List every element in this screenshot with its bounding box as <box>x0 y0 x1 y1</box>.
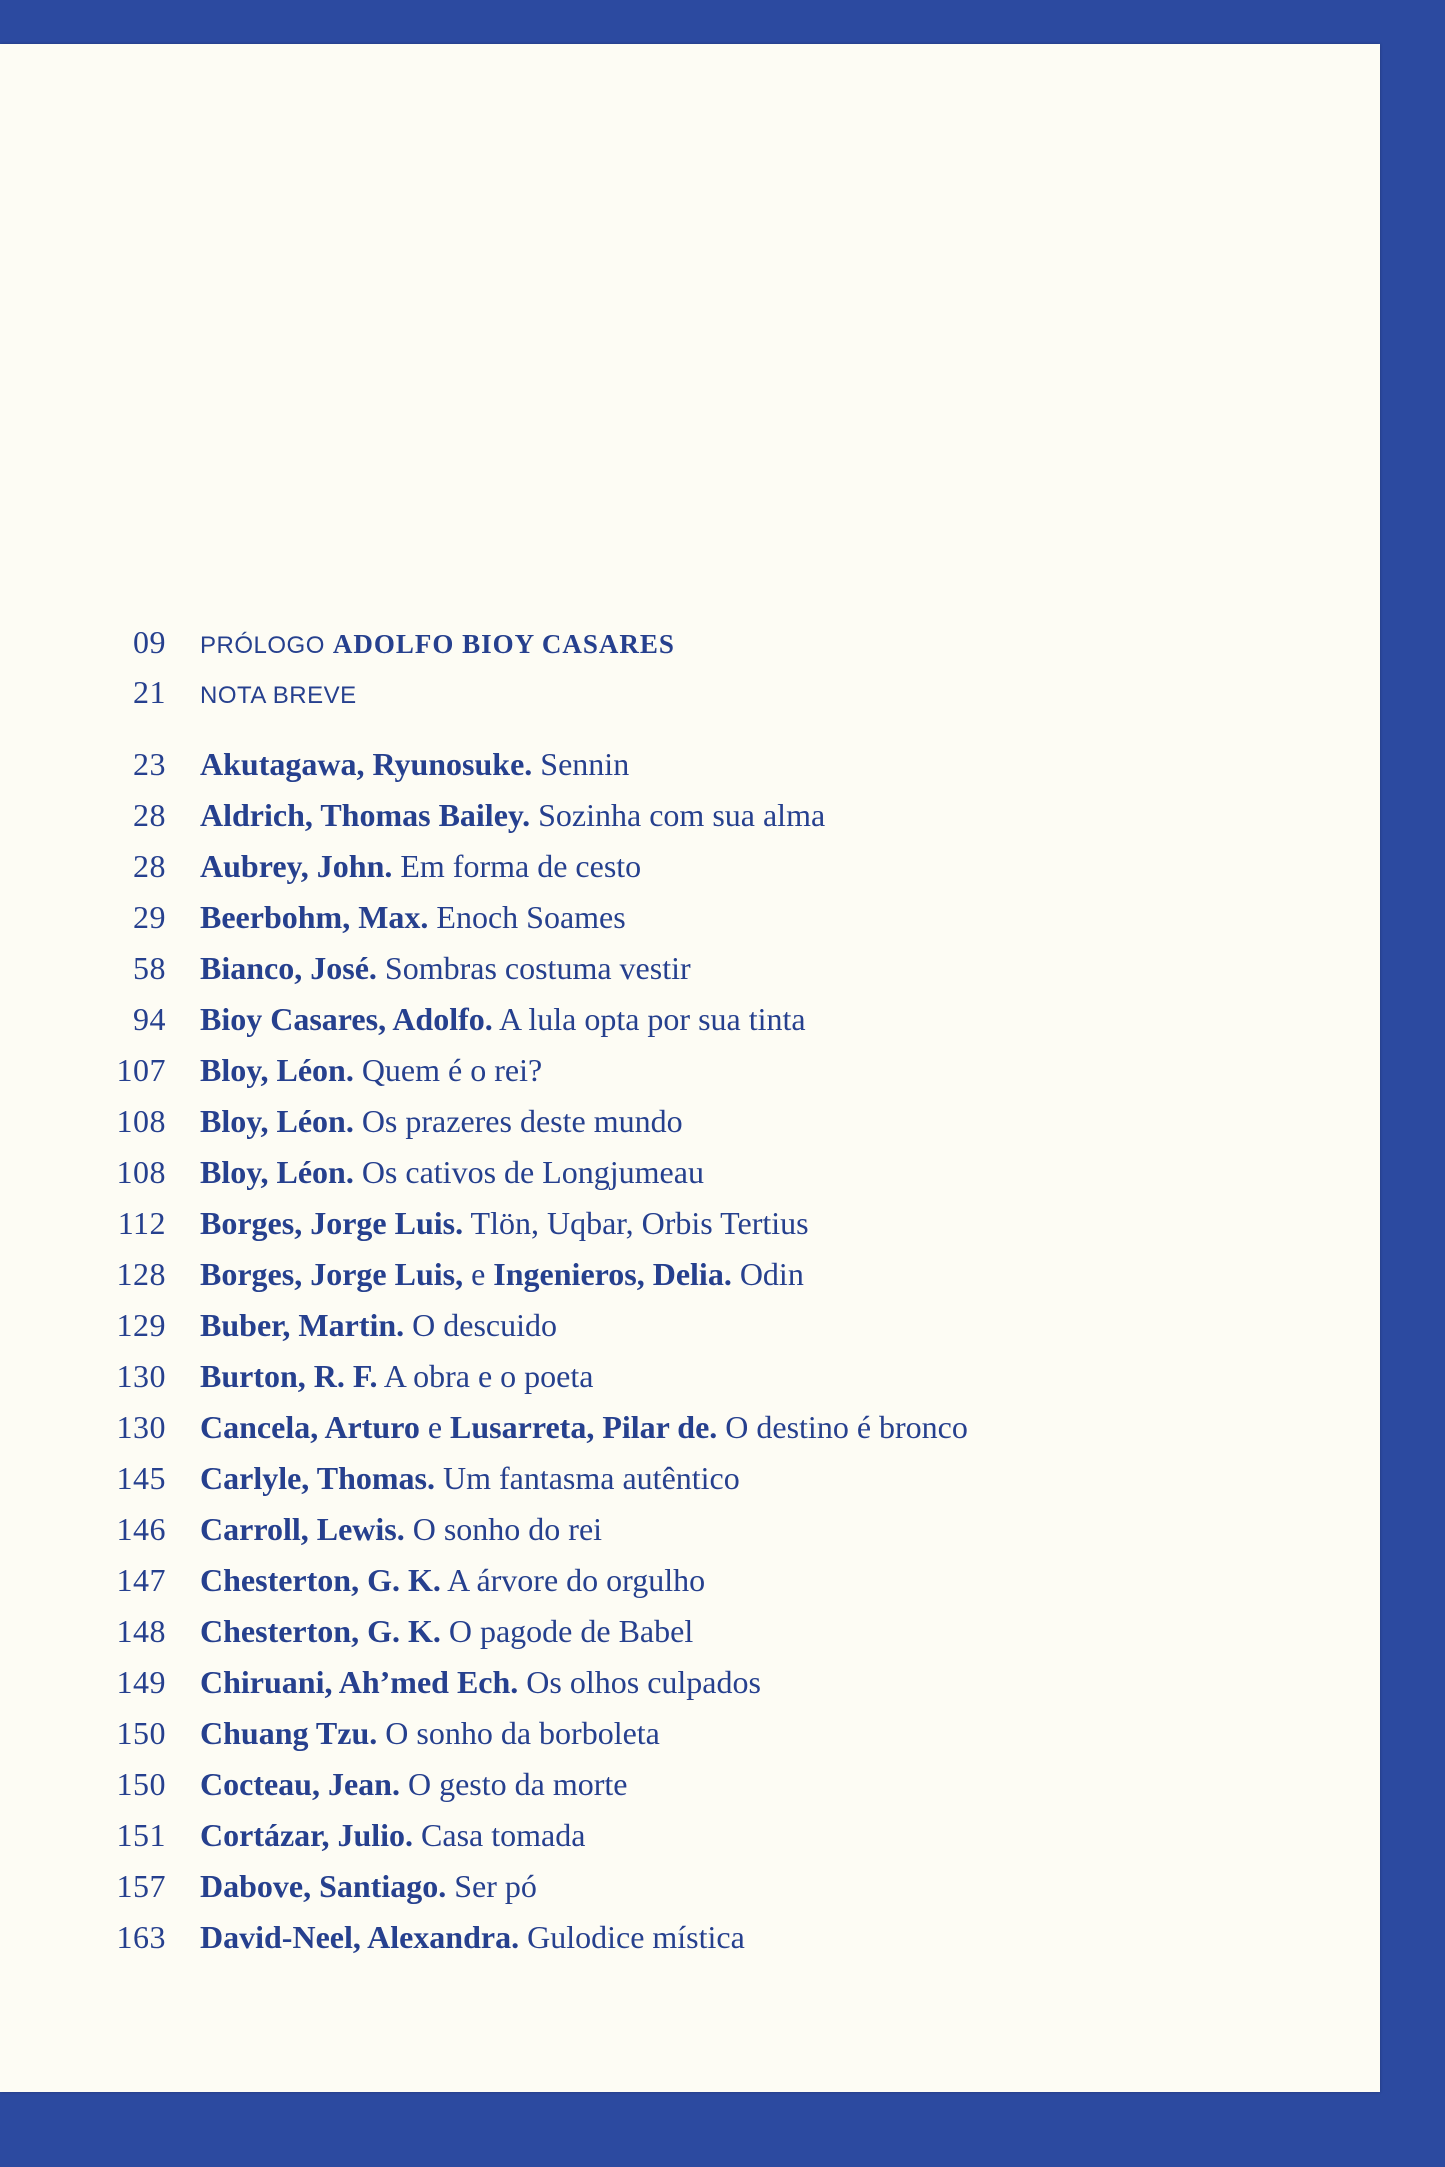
toc-front-row-note <box>0 668 1380 716</box>
story-title: O descuido <box>412 1306 558 1343</box>
toc-row <box>0 740 1380 788</box>
author-name: Beerbohm, Max. <box>200 898 429 935</box>
toc-row <box>0 791 1380 839</box>
story-title: O sonho da borboleta <box>385 1714 660 1751</box>
author-name: Akutagawa, Ryunosuke. <box>200 745 533 782</box>
page-number: 23 <box>133 745 166 782</box>
toc-row <box>0 1148 1380 1196</box>
story-title: Odin <box>739 1255 804 1292</box>
story-title: Tlön, Uqbar, Orbis Tertius <box>470 1204 809 1241</box>
page-number: 112 <box>117 1204 166 1241</box>
story-title: Em forma de cesto <box>400 847 642 884</box>
story-title: Enoch Soames <box>436 898 626 935</box>
page-number: 108 <box>116 1102 166 1139</box>
author-name: Bianco, José. <box>200 949 377 986</box>
page-number: 150 <box>116 1714 166 1751</box>
toc-row <box>0 1760 1380 1808</box>
toc-row <box>0 1454 1380 1502</box>
toc-row <box>0 1352 1380 1400</box>
story-title: Ser pó <box>454 1867 537 1904</box>
toc-row <box>0 893 1380 941</box>
page-number: 163 <box>116 1918 166 1955</box>
toc-row <box>0 1505 1380 1553</box>
author-name: Aldrich, Thomas Bailey. <box>200 796 531 833</box>
author-name: Bloy, Léon. <box>200 1153 354 1190</box>
toc-row <box>0 1403 1380 1451</box>
author-name: David-Neel, Alexandra. <box>200 1918 520 1955</box>
story-title: O pagode de Babel <box>448 1612 694 1649</box>
story-title: A obra e o poeta <box>383 1357 594 1394</box>
story-title: O destino é bronco <box>725 1408 968 1445</box>
story-title: Sozinha com sua alma <box>538 796 826 833</box>
story-title: Os cativos de Longjumeau <box>361 1153 704 1190</box>
page-number: 157 <box>116 1867 166 1904</box>
author-name: Cortázar, Julio. <box>200 1816 414 1853</box>
author-name: Carlyle, Thomas. <box>200 1459 435 1496</box>
page-number: 28 <box>133 796 166 833</box>
author-name: Bioy Casares, Adolfo. <box>200 1000 493 1037</box>
connector: e <box>471 1255 486 1292</box>
story-title: Sennin <box>540 745 630 782</box>
toc-row <box>0 1250 1380 1298</box>
toc-row <box>0 1097 1380 1145</box>
section-label: NOTA BREVE <box>200 681 357 709</box>
story-title: Quem é o rei? <box>361 1051 543 1088</box>
author-name: Bloy, Léon. <box>200 1051 354 1088</box>
toc-row <box>0 1811 1380 1859</box>
section-label: PRÓLOGO <box>200 631 325 659</box>
toc-row <box>0 1658 1380 1706</box>
author-name: Cocteau, Jean. <box>200 1765 400 1802</box>
page-number: 107 <box>116 1051 166 1088</box>
second-author-name: Ingenieros, Delia. <box>493 1255 732 1292</box>
book-page <box>0 44 1380 2092</box>
page-number: 28 <box>133 847 166 884</box>
page-number: 09 <box>133 623 166 660</box>
second-author-name: Lusarreta, Pilar de. <box>450 1408 718 1445</box>
author-name: Dabove, Santiago. <box>200 1867 447 1904</box>
toc-row <box>0 1556 1380 1604</box>
page-number: 128 <box>116 1255 166 1292</box>
toc-row <box>0 1046 1380 1094</box>
page-number: 149 <box>116 1663 166 1700</box>
page-number: 58 <box>133 949 166 986</box>
toc-row <box>0 1199 1380 1247</box>
author-name: Burton, R. F. <box>200 1357 378 1394</box>
page-number: 21 <box>133 673 166 710</box>
author-name: Chuang Tzu. <box>200 1714 378 1751</box>
story-title: O sonho do rei <box>412 1510 603 1547</box>
page-number: 148 <box>116 1612 166 1649</box>
page-number: 145 <box>116 1459 166 1496</box>
author-name: Chesterton, G. K. <box>200 1561 441 1598</box>
page-number: 147 <box>116 1561 166 1598</box>
author-name: Carroll, Lewis. <box>200 1510 405 1547</box>
page-number: 108 <box>116 1153 166 1190</box>
page-number: 29 <box>133 898 166 935</box>
page-number: 150 <box>116 1765 166 1802</box>
author-name: Bloy, Léon. <box>200 1102 354 1139</box>
story-title: Um fantasma autêntico <box>442 1459 740 1496</box>
author-name: Cancela, Arturo <box>200 1408 420 1445</box>
author-name: Aubrey, John. <box>200 847 393 884</box>
page-number: 146 <box>116 1510 166 1547</box>
author-name: Borges, Jorge Luis, <box>200 1255 464 1292</box>
story-title: Gulodice mística <box>527 1918 745 1955</box>
toc-row <box>0 1913 1380 1961</box>
toc-front-row-prologue <box>0 618 1380 666</box>
story-title: Os prazeres deste mundo <box>361 1102 683 1139</box>
story-title: A lula opta por sua tinta <box>499 1000 806 1037</box>
page-number: 151 <box>116 1816 166 1853</box>
toc-row <box>0 1607 1380 1655</box>
story-title: Sombras costuma vestir <box>384 949 691 986</box>
author-name: Chiruani, Ah’med Ech. <box>200 1663 519 1700</box>
page-number: 130 <box>116 1357 166 1394</box>
toc-row <box>0 1301 1380 1349</box>
page-number: 94 <box>133 1000 166 1037</box>
toc-row <box>0 995 1380 1043</box>
toc-row <box>0 944 1380 992</box>
story-title: Os olhos culpados <box>526 1663 761 1700</box>
connector: e <box>427 1408 443 1445</box>
toc-row <box>0 1709 1380 1757</box>
toc-row <box>0 842 1380 890</box>
story-title: O gesto da morte <box>407 1765 628 1802</box>
author-name: Buber, Martin. <box>200 1306 405 1343</box>
story-title: A árvore do orgulho <box>447 1561 706 1598</box>
story-title: Casa tomada <box>421 1816 586 1853</box>
prologue-author: ADOLFO BIOY CASARES <box>332 628 675 659</box>
author-name: Borges, Jorge Luis. <box>200 1204 464 1241</box>
author-name: Chesterton, G. K. <box>200 1612 441 1649</box>
page-number: 129 <box>116 1306 166 1343</box>
toc-row <box>0 1862 1380 1910</box>
page-number: 130 <box>116 1408 166 1445</box>
